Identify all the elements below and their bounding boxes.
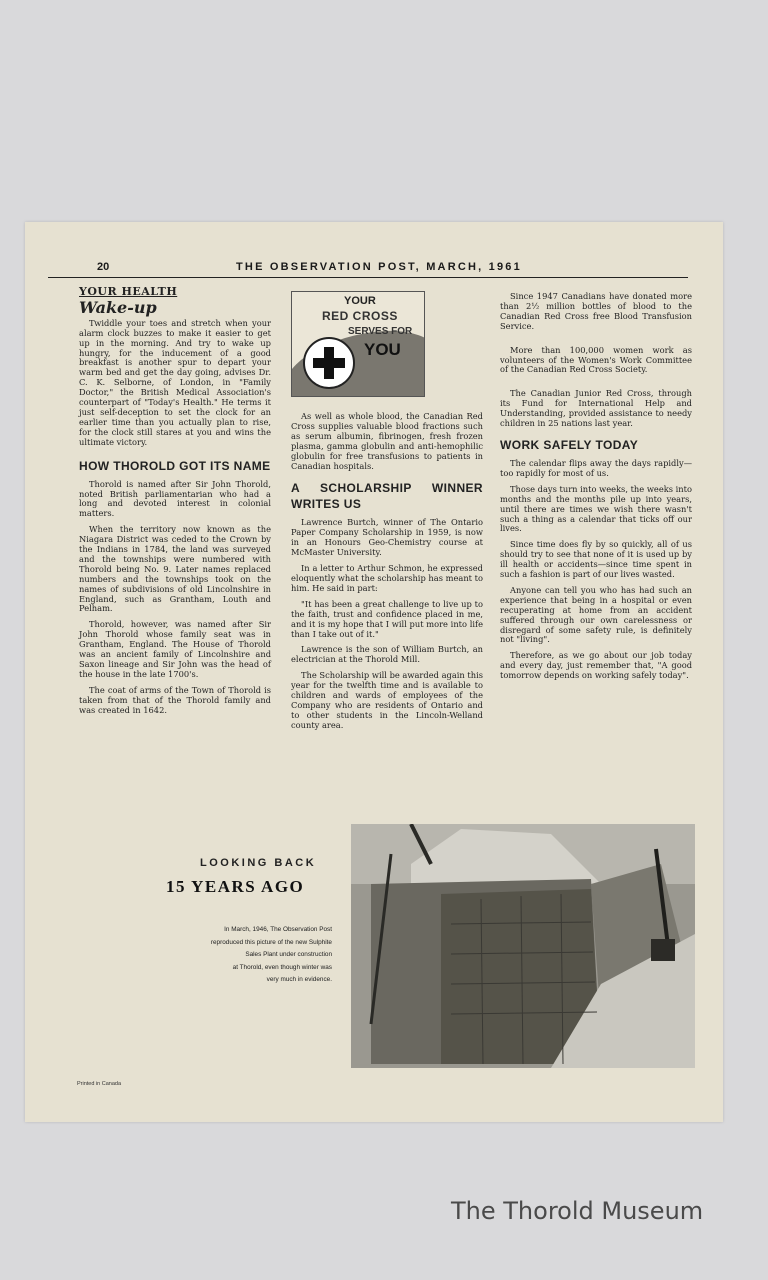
- plant-construction-image: [351, 824, 695, 1068]
- column-left: [79, 287, 271, 722]
- paragraph: Lawrence Burtch, winner of The Ontario Paper Company Scholarship in 1959, is now in an Honours Geo-Chemistry course at McMaster University.: [291, 517, 483, 558]
- paragraph: In a letter to Arthur Schmon, he expressed eloquently what the scholarship has meant to him. He said in part:: [291, 563, 483, 593]
- looking-back-title: 15 YEARS AGO: [166, 877, 305, 896]
- paragraph: Those days turn into weeks, the weeks into months and the months pile up into years, until there are times we wish there wasn't such a thing as a calendar that ticks off our lives.: [500, 483, 692, 534]
- looking-back-kicker: LOOKING BACK: [200, 857, 317, 869]
- paragraph: The coat of arms of the Town of Thorold is taken from that of the Thorold family and was created in 1642.: [79, 684, 271, 715]
- caption-line: Sales Plant under construction: [245, 951, 332, 959]
- photo-caption: [160, 924, 332, 987]
- page-number: 20: [97, 261, 110, 273]
- article-body-wake-up: Twiddle your toes and stretch when your alarm clock buzzes to make it easier to get up in the morning. And try to wake up hungry, for the inducement of a good breakfast is another spur to depart your warm bed and get the day going, advises Dr. C. K. Selborne, of London, in "Family Doctor," the British Medical Association's counterpart of "Today's Health." He terms it just self-deception to set the clock for an earlier time than you actually plan to rise, for the clock still stares at you and wins the ultimate victory.: [79, 317, 271, 447]
- paragraph: The Scholarship will be awarded again this year for the twelfth time and is available to children and wards of employees of the Company who are residents of Ontario and to other students in the Lincoln-Welland county area.: [291, 670, 483, 730]
- red-cross-icon: [303, 337, 355, 389]
- paragraph: More than 100,000 women work as volunteers of the Women's Work Committee of the Canadian Red Cross Society.: [500, 344, 692, 375]
- paragraph: Lawrence is the son of William Burtch, an electrician at the Thorold Mill.: [291, 644, 483, 665]
- paragraph: Thorold is named after Sir John Thorold, noted British parliamentarian who had a long and devoted interest in colonial matters.: [79, 478, 271, 519]
- paragraph: Thorold, however, was named after Sir John Thorold whose family seat was in Grantham, England. The House of Thorold was an ancient family of Lincolnshire and Saxon lineage and Sir John was the head of the house in the late 1700's.: [79, 619, 271, 679]
- poster-line-2: RED CROSS: [322, 309, 398, 323]
- poster-line-3: SERVES FOR: [348, 326, 413, 337]
- header-rule: [48, 277, 688, 278]
- section-label-your-health: YOUR HEALTH: [79, 285, 178, 298]
- caption-line: at Thorold, even though winter was: [232, 963, 332, 971]
- paragraph: Since 1947 Canadians have donated more than 2½ million bottles of blood to the Canadian Red Cross free Blood Transfusion Service.: [500, 291, 692, 331]
- paragraph: Since time does fly by so quickly, all of us should try to see that none of it is used up by ill health or accidents—since time spent in such a fashion is part of our lives wasted.: [500, 539, 692, 580]
- column-right: [500, 292, 692, 687]
- printed-in-canada: Printed in Canada: [77, 1081, 122, 1087]
- caption-line: reproduced this picture of the new Sulphite: [210, 938, 332, 946]
- masthead: THE OBSERVATION POST, MARCH, 1961: [236, 261, 522, 273]
- paragraph: The Canadian Junior Red Cross, through its Fund for International Help and Understanding, provided assistance to needy children in 25 nations last year.: [500, 388, 692, 429]
- red-cross-poster: [291, 291, 425, 397]
- heading-how-thorold: HOW THOROLD GOT ITS NAME: [79, 458, 271, 473]
- caption-line: In March, 1946, The Observation Post: [224, 926, 332, 933]
- paragraph: The calendar flips away the days rapidly—too rapidly for most of us.: [500, 457, 692, 478]
- paragraph: Anyone can tell you who has had such an experience that being in a hospital or even recuperating at home from an accident suffered through our own carelessness or disregard of some safety rule, is definitely not "living".: [500, 584, 692, 645]
- paragraph: When the territory now known as the Niagara District was ceded to the Crown by the Indians in 1784, the land was surveyed and the townships were numbered with Thorold being No. 9. Later names replaced numbers and the townships took on the names of subdivisions of old Lincolnshire in England, such as Grantham, Louth and Pelham.: [79, 524, 271, 614]
- caption-line: very much in evidence.: [266, 976, 332, 984]
- paragraph: Therefore, as we go about our job today and every day, just remember that, "A good tomorrow depends on working safely today".: [500, 650, 692, 681]
- redcross-mid-body: As well as whole blood, the Canadian Red Cross supplies valuable blood fractions such as serum albumin, fibrinogen, fresh frozen plasma, gamma globulin and anti-hemophilic globulin for free transfusions to patients in Canadian hospitals.: [291, 411, 483, 471]
- poster-line-4: YOU: [364, 340, 401, 359]
- poster-line-1: YOUR: [344, 295, 376, 307]
- article-title-wake-up: Wake-up: [79, 297, 157, 317]
- paragraph: "It has been a great challenge to live up to the faith, trust and confidence placed in me, and it is my hope that I will put more into life than I take out of it.": [291, 598, 483, 639]
- column-middle: [291, 412, 483, 737]
- heading-scholarship: A SCHOLARSHIP WINNER WRITES US: [291, 481, 483, 512]
- heading-work-safely: WORK SAFELY TODAY: [500, 437, 639, 452]
- museum-watermark: The Thorold Museum: [451, 1197, 704, 1225]
- construction-photo: [351, 824, 695, 1068]
